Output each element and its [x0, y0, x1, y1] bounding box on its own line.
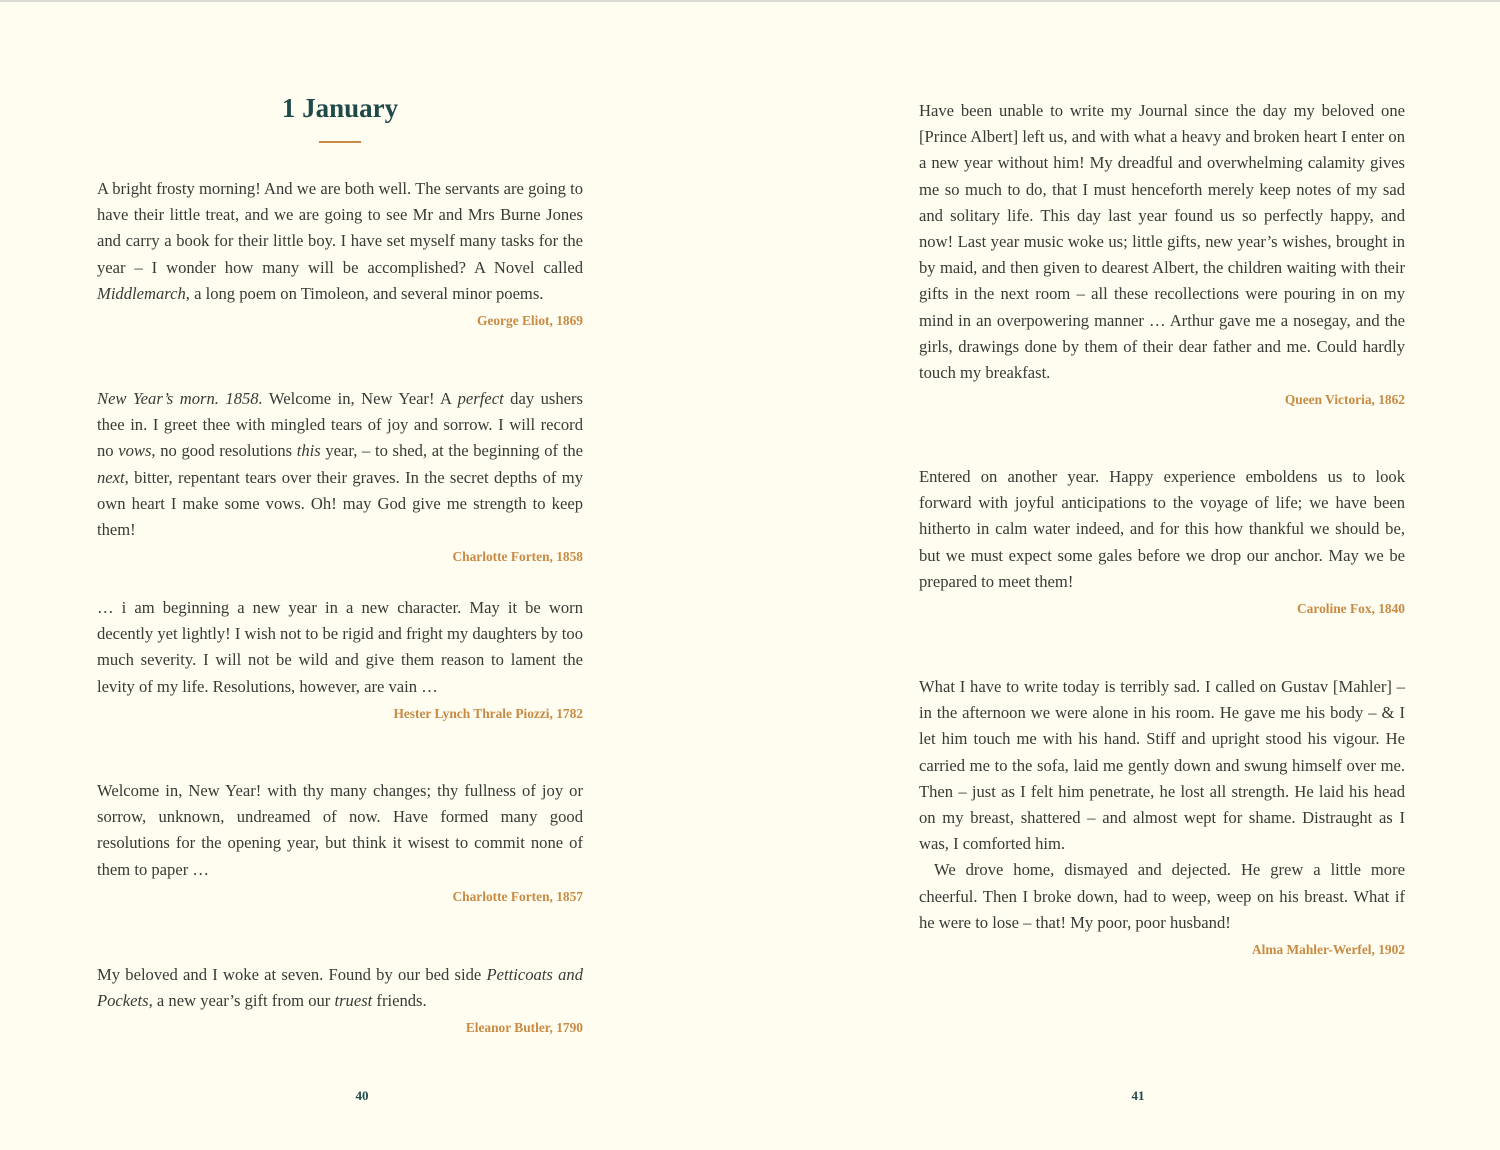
entry-text: Welcome in, New Year! with thy many changes; thy fullness of joy or sorrow, unknown, undreamed of now. Have formed many good resolutions for the opening year, but think it wisest to commit none of them to paper …	[97, 781, 583, 879]
diary-entry	[97, 962, 583, 1037]
entry-text: Entered on another year. Happy experience emboldens us to look forward with joyful anticipations to the voyage of life; we have been hitherto in calm water indeed, and for this how thankful we should be, but we must expect some gales before we drop our anchor. May we be prepared to meet them!	[919, 467, 1405, 591]
entry-attribution: Alma Mahler-Werfel, 1902	[1251, 942, 1405, 958]
top-border	[0, 0, 1500, 2]
entry-attribution: Charlotte Forten, 1858	[452, 549, 583, 565]
entry-attribution: Queen Victoria, 1862	[1284, 392, 1405, 408]
entry-text: Have been unable to write my Journal since the day my beloved one [Prince Albert] left us, and with what a heavy and broken heart I enter on a new year without him! My dreadful and overwhelming calamity gives me so much to do, that I must henceforth merely keep notes of my sad and solitary life. This day last year found us so perfectly happy, and now! Last year music woke us; little gifts, new year’s wishes, brought in by maid, and then given to dearest Albert, the children waiting with their gifts in the next room – all these recollections were pouring in on my mind in an overpowering manner … Arthur gave me a nosegay, and the girls, drawings done by them of their dear father and me. Could hardly touch my breakfast.	[919, 101, 1405, 383]
entry-text: New Year’s morn. 1858. Welcome in, New Year! A perfect day ushers thee in. I greet thee with mingled tears of joy and sorrow. I will record no vows, no good resolutions this year, – to shed, at the beginning of the next, bitter, repentant tears over their graves. In the secret depths of my own heart I make some vows. Oh! may God give me strength to keep them!	[97, 389, 584, 540]
italic-text: Middlemarch	[97, 283, 186, 303]
diary-entry	[919, 98, 1405, 409]
diary-entry	[97, 595, 583, 723]
page-number: 40	[355, 1088, 369, 1103]
italic-text: perfect	[457, 389, 504, 408]
italic-text: next	[97, 467, 125, 487]
page-title: 1 January	[281, 93, 399, 123]
page-number: 41	[1131, 1088, 1145, 1103]
italic-text: Petticoats and Pockets	[97, 965, 583, 1011]
diary-entry	[919, 464, 1405, 618]
entry-attribution: Caroline Fox, 1840	[1297, 601, 1405, 617]
italic-text: truest	[334, 991, 373, 1011]
diary-entry	[97, 778, 583, 906]
entry-attribution: Eleanor Butler, 1790	[465, 1020, 583, 1036]
entry-attribution: Charlotte Forten, 1857	[452, 888, 583, 904]
italic-text: vows	[118, 441, 152, 461]
entry-text: My beloved and I woke at seven. Found by our bed side Petticoats and Pockets, a new year’s gift from our truest friends.	[97, 965, 583, 1011]
entry-attribution: Hester Lynch Thrale Piozzi, 1782	[393, 705, 583, 721]
italic-text: this	[296, 441, 321, 461]
entry-attribution: George Eliot, 1869	[477, 313, 583, 329]
entry-text: What I have to write today is terribly sad. I called on Gustav [Mahler] – in the afternoon we were alone in his room. He gave me his body – & I let him touch me with his hand. Stiff and upright stood his vigour. He carried me to the sofa, laid me gently down and swung himself over me. Then – just as I felt him penetrate, he lost all strength. He laid his head on my breast, shattered – and almost wept for shame. Distraught as I was, I comforted him.	[919, 677, 1405, 854]
entry-text: … i am beginning a new year in a new character. May it be worn decently yet lightly! I wish not to be rigid and fright my daughters by too much severity. I will not be wild and give them reason to lament the levity of my life. Resolutions, however, are vain …	[97, 598, 583, 696]
italic-text: New Year’s morn. 1858.	[97, 389, 263, 408]
diary-entry	[919, 674, 1405, 959]
title-underline	[319, 141, 361, 143]
entry-text-continued: We drove home, dismayed and dejected. He grew a little more cheerful. Then I broke down, had to weep, weep on his breast. What if he were to lose – that! My poor, poor husband!	[919, 860, 1405, 932]
entry-text: A bright frosty morning! And we are both well. The servants are going to have their little treat, and we are going to see Mr and Mrs Burne Jones and carry a book for their little boy. I have set myself many tasks for the year – I wonder how many will be accomplished? A Novel called Middlemarch, a long poem on Timoleon, and several minor poems.	[97, 179, 583, 303]
diary-entry	[97, 386, 583, 566]
diary-entry	[97, 176, 583, 330]
